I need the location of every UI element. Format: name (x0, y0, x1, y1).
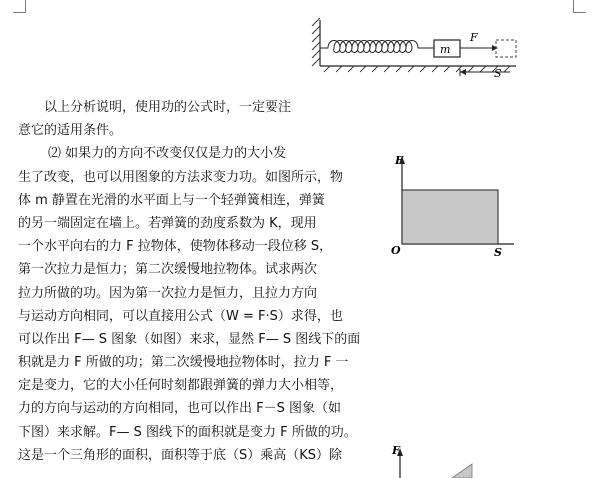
graph1-origin-label: O (391, 244, 401, 257)
text-line: 生了改变，也可以用图象的方法求变力功。如图所示，物 (18, 169, 344, 185)
text-line: 下图）来求解。F— S 图线下的面积就是变力 F 所做的功。 (18, 424, 357, 440)
force-label: F (470, 31, 478, 44)
body-text (18, 96, 370, 467)
text-line: 定是变力，它的大小任何时刻都跟弹簧的弹力大小相等， (18, 378, 344, 394)
constant-force-graph (388, 152, 518, 260)
text-line: 第一次拉力是恒力；第二次缓慢地拉物体。试求两次 (18, 262, 318, 278)
text-line: ⑵ 如果力的方向不改变仅仅是力的大小发 (48, 146, 287, 162)
text-line: 可以作出 F— S 图象（如图）来求，显然 F— S 图线下的面 (18, 331, 361, 347)
page-corner-mark-right (573, 0, 586, 13)
variable-force-graph (388, 442, 488, 478)
text-line: 力的方向与运动的方向相同，也可以作出 F－S 图象（如 (18, 401, 341, 417)
displacement-label: S (494, 67, 502, 78)
text-line: 的另一端固定在墙上。若弹簧的劲度系数为 K，现用 (18, 215, 317, 231)
text-line: 体 m 静置在光滑的水平面上与一个轻弹簧相连，弹簧 (18, 192, 325, 208)
page-corner-mark-left (13, 0, 26, 13)
text-line: 意它的适用条件。 (18, 123, 123, 139)
block-dashed-position (496, 40, 516, 57)
text-line: 一个水平向右的力 F 拉物体，使物体移动一段位移 S， (18, 239, 333, 255)
graph2-y-label: F (392, 444, 400, 457)
work-area-triangle (452, 464, 472, 478)
text-line: 这是一个三角形的面积，面积等于底（S）乘高（KS）除 (18, 447, 343, 463)
graph1-x-label: S (494, 246, 502, 259)
text-line: 以上分析说明，使用功的公式时，一定要注 (44, 100, 292, 115)
spring-block-figure (310, 14, 525, 78)
graph1-y-label: F (395, 154, 403, 167)
work-area-rectangle (402, 190, 498, 244)
text-line: 拉力所做的功。因为第一次拉力是恒力，且拉力方向 (18, 285, 318, 301)
block-label: m (440, 43, 451, 56)
text-line: 积就是力 F 所做的功；第二次缓慢地拉物体时，拉力 F 一 (18, 355, 349, 371)
spring-coil (320, 41, 434, 53)
text-line: 与运动方向相同，可以直接用公式（W = F·S）求得，也 (18, 308, 343, 324)
